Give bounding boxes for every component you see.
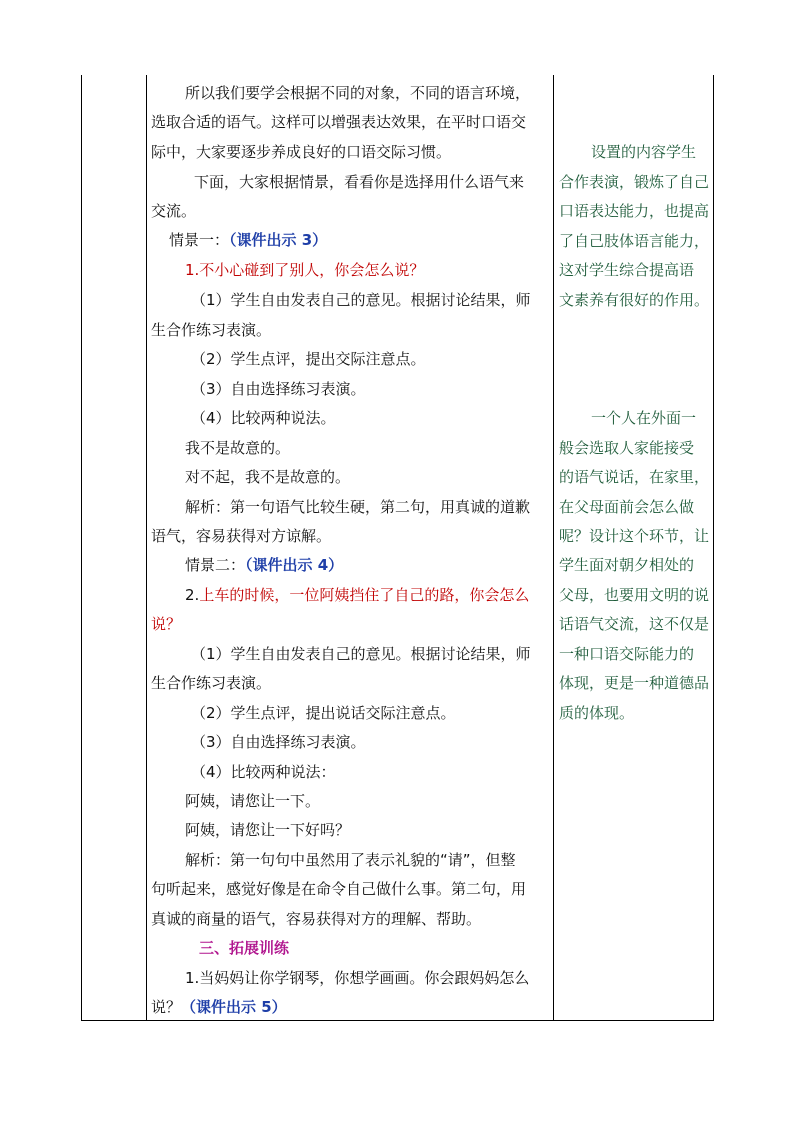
question-two-cont: 说？ (151, 615, 182, 633)
note-line: 质的体现。 (559, 704, 635, 722)
question-three: 1.当妈妈让你学钢琴，你想学画画。你会跟妈妈怎么 (185, 969, 530, 987)
step-line: （2）学生点评，提出说话交际注意点。 (191, 704, 456, 722)
note-line: 合作表演，锻炼了自己 (559, 173, 710, 191)
section-heading: 三、拓展训练 (199, 939, 290, 957)
note-line: 了自己肢体语言能力， (559, 232, 710, 250)
step-line: （2）学生点评，提出交际注意点。 (191, 350, 426, 368)
step-line: 生合作练习表演。 (151, 674, 272, 692)
table-border-bottom (81, 1020, 713, 1021)
note-line: 一个人在外面一 (591, 409, 697, 427)
analysis-line: 解析：第一句句中虽然用了表示礼貌的“请”，但整 (185, 851, 516, 869)
scene-one-heading: 情景一：（课件出示 3） (169, 231, 328, 249)
question-three-cont: 说？（课件出示 5） (151, 998, 287, 1016)
paragraph-line: 下面，大家根据情景，看看你是选择用什么语气来 (194, 173, 525, 191)
analysis-line: 真诚的商量的语气，容易获得对方的理解、帮助。 (151, 910, 482, 928)
table-border-left (81, 75, 82, 1021)
step-line: （4）比较两种说法。 (191, 409, 336, 427)
step-line: （4）比较两种说法： (191, 763, 336, 781)
table-border-col1 (146, 75, 147, 1021)
note-line: 话语气交流，这不仅是 (559, 615, 710, 633)
step-line: 生合作练习表演。 (151, 321, 272, 339)
note-line: 体现，更是一种道德品 (559, 674, 710, 692)
paragraph-line: 所以我们要学会根据不同的对象，不同的语言环境， (185, 84, 531, 102)
question-one: 1.不小心碰到了别人，你会怎么说？ (185, 261, 425, 279)
step-line: （3）自由选择练习表演。 (191, 733, 366, 751)
step-line: （1）学生自由发表自己的意见。根据讨论结果，师 (191, 645, 531, 663)
example-sentence: 阿姨，请您让一下。 (185, 792, 321, 810)
note-line: 口语表达能力，也提高 (559, 202, 710, 220)
table-border-col2 (553, 75, 554, 1021)
note-line: 这对学生综合提高语 (559, 261, 695, 279)
note-line: 般会选取人家能接受 (559, 439, 695, 457)
analysis-line: 语气，容易获得对方谅解。 (151, 527, 332, 545)
paragraph-line: 交流。 (151, 202, 197, 220)
table-border-right (713, 75, 714, 1021)
paragraph-line: 际中，大家要逐步养成良好的口语交际习惯。 (151, 143, 452, 161)
note-line: 一种口语交际能力的 (559, 645, 695, 663)
note-line: 文素养有很好的作用。 (559, 291, 710, 309)
example-sentence: 阿姨，请您让一下好吗？ (185, 821, 351, 839)
question-two: 2.上车的时候，一位阿姨挡住了自己的路，你会怎么 (185, 586, 530, 604)
note-line: 的语气说话，在家里， (559, 468, 710, 486)
analysis-line: 句听起来，感觉好像是在命令自己做什么事。第二句，用 (151, 880, 527, 898)
note-line: 在父母面前会怎么做 (559, 498, 695, 516)
scene-two-heading: 情景二：（课件出示 4） (185, 556, 344, 574)
note-line: 设置的内容学生 (591, 143, 697, 161)
note-line: 呢？设计这个环节，让 (559, 527, 710, 545)
analysis-line: 解析：第一句语气比较生硬，第二句，用真诚的道歉 (185, 498, 531, 516)
example-sentence: 我不是故意的。 (185, 439, 291, 457)
paragraph-line: 选取合适的语气。这样可以增强表达效果，在平时口语交 (151, 113, 527, 131)
note-line: 学生面对朝夕相处的 (559, 556, 695, 574)
step-line: （1）学生自由发表自己的意见。根据讨论结果，师 (191, 291, 531, 309)
note-line: 父母，也要用文明的说 (559, 586, 710, 604)
example-sentence: 对不起，我不是故意的。 (185, 468, 351, 486)
step-line: （3）自由选择练习表演。 (191, 380, 366, 398)
